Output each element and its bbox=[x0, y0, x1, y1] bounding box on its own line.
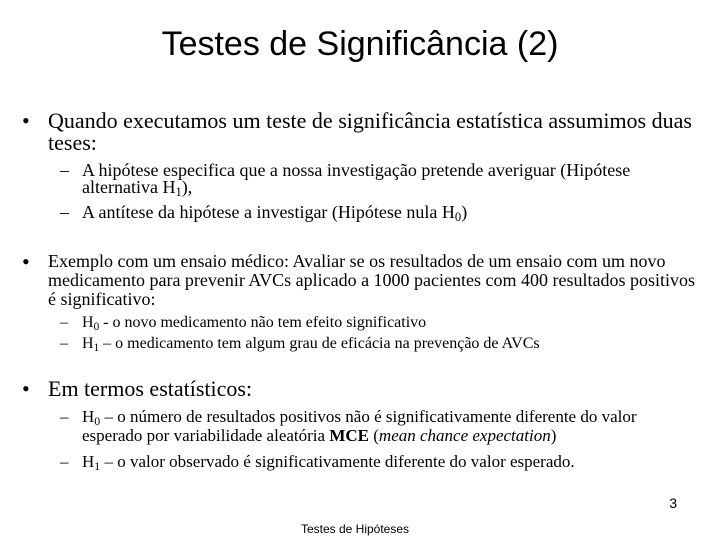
subscript: 0 bbox=[454, 210, 462, 225]
bullet-marker: • bbox=[22, 108, 30, 133]
dash-marker: – bbox=[60, 335, 68, 352]
bullet-3-sub-1 bbox=[60, 407, 700, 445]
dash-marker: – bbox=[60, 452, 69, 471]
dash-marker: – bbox=[60, 407, 69, 426]
hypothesis-symbol: H bbox=[82, 335, 94, 352]
page-number: 3 bbox=[669, 495, 677, 511]
sub-text-after: ) bbox=[461, 202, 468, 222]
dash-marker: – bbox=[60, 314, 68, 331]
bullet-1-sub-2 bbox=[60, 202, 700, 225]
hypothesis-symbol: H bbox=[82, 407, 95, 426]
bullet-2-sub-1 bbox=[60, 314, 700, 331]
bullet-marker: • bbox=[22, 249, 30, 274]
slide-title: Testes de Significância (2) bbox=[161, 25, 559, 63]
bullet-3 bbox=[22, 378, 702, 400]
hypothesis-symbol: H bbox=[82, 314, 94, 331]
slide-footer: Testes de Hipóteses bbox=[300, 522, 410, 536]
bullet-2-sub-2 bbox=[60, 335, 700, 352]
subscript: 0 bbox=[94, 413, 101, 428]
sub-text: A hipótese especifica que a nossa investigação pretende averiguar (Hipótese alternativa H bbox=[82, 160, 631, 197]
bullet-3-sub-2 bbox=[60, 452, 700, 471]
subscript: 1 bbox=[94, 458, 101, 473]
bullet-3-text: Em termos estatísticos: bbox=[48, 376, 253, 401]
bullet-1-text: Quando executamos um teste de significância estatística assumimos duas teses: bbox=[48, 108, 692, 155]
sub-text: - o novo medicamento não tem efeito significativo bbox=[99, 314, 427, 331]
mce-acronym: MCE bbox=[329, 426, 369, 445]
paren-close: ) bbox=[550, 426, 557, 445]
sub-text: – o medicamento tem algum grau de eficácia na prevenção de AVCs bbox=[99, 335, 540, 352]
subscript: 0 bbox=[93, 320, 100, 333]
bullet-1-sub-1 bbox=[60, 160, 700, 200]
sub-text: A antítese da hipótese a investigar (Hipótese nula H bbox=[82, 202, 455, 222]
sub-text: – o valor observado é significativamente diferente do valor esperado. bbox=[100, 452, 575, 471]
sub-text: – o número de resultados positivos não é significativamente diferente do valor esperado por variabilidade aleatória bbox=[82, 407, 637, 445]
bullet-1 bbox=[22, 110, 702, 154]
dash-marker: – bbox=[60, 202, 69, 222]
subscript: 1 bbox=[175, 185, 182, 200]
bullet-marker: • bbox=[22, 376, 30, 401]
sub-text-after: ), bbox=[181, 177, 193, 197]
dash-marker: – bbox=[60, 160, 69, 180]
bullet-2-text: Exemplo com um ensaio médico: Avaliar se os resultados de um ensaio com um novo medicamento para prevenir AVCs aplicado a 1000 pacientes com 400 resultados positivos é significativo: bbox=[48, 251, 696, 309]
hypothesis-symbol: H bbox=[82, 452, 95, 471]
bullet-2 bbox=[22, 249, 702, 309]
mce-expansion: mean chance expectation bbox=[378, 426, 551, 445]
subscript: 1 bbox=[93, 341, 100, 354]
paren-open: ( bbox=[369, 426, 379, 445]
